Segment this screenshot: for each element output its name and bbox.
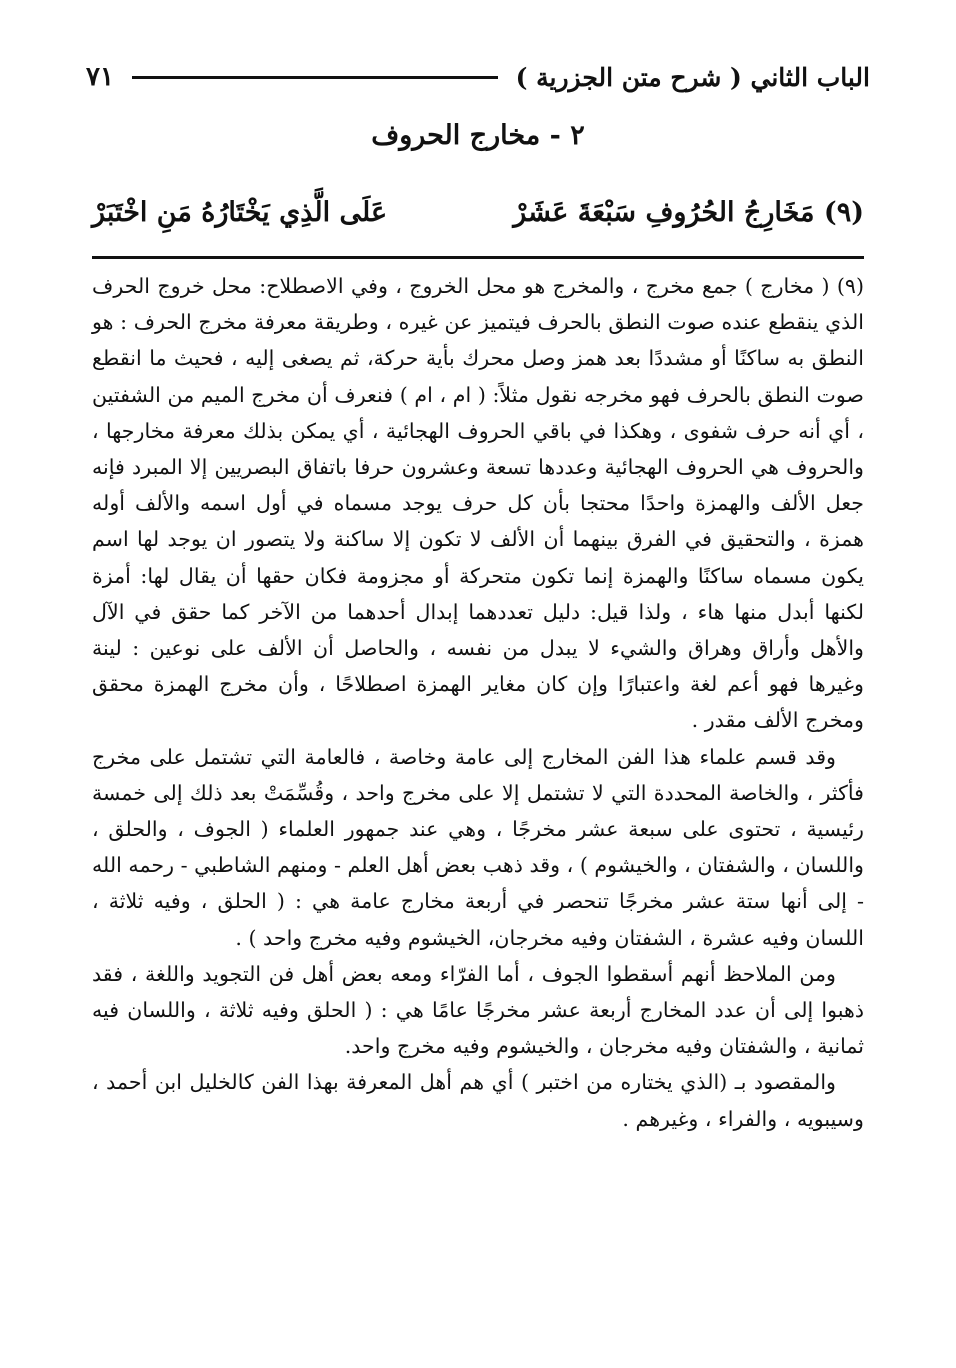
chapter-title: الباب الثاني ( شرح متن الجزرية ) xyxy=(515,62,870,92)
page-number: ٧١ xyxy=(86,62,114,92)
verse-divider xyxy=(92,256,864,259)
paragraph: والمقصود بـ (الذي يختاره من اختبر ) أي هم أهل المعرفة بهذا الفن كالخليل ابن أحمد ، وسيبويه ، والفراء ، وغيرهم . xyxy=(92,1070,864,1131)
commentary-body xyxy=(92,268,864,1137)
section-title: ٢ - مخارج الحروف xyxy=(371,120,585,151)
paragraph: (٩) ( مخارج ) جمع مخرج ، والمخرج هو محل الخروج ، وفي الاصطلاح: محل خروج الحرف الذي ينقطع عنده صوت النطق بالحرف فيتميز عن غيره ، وطريقة معرفة مخرج الحرف : هو النطق به ساكنًا أو مشددًا بعد همز وصل محرك بأية حركة، ثم يصغى إليه ، فحيث ما انقطع صوت النطق بالحرف فهو مخرجه نقول مثلاً: ( ام ، ام ) فنعرف أن مخرج الميم من الشفتين ، أي أنه حرف شفوى ، وهكذا في باقي الحروف الهجائية ، أي يمكن بذلك معرفة مخارجها ، والحروف هي الحروف الهجائية وعددها تسعة وعشرون حرفا باتفاق البصريين إلا المبرد فإنه جعل الألف والهمزة واحدًا محتجا بأن كل حرف يوجد مسماه في أول اسمه والألف أوله همزة ، والتحقيق في الفرق بينهما أن الألف لا تكون إلا ساكنة ولا يتصور ان يوجد لها اسم يكون مسماه ساكنًا والهمزة إنما تكون متحركة أو مجزومة فكان حقها أن يقال لها: أمزة لكنها أبدل منها هاء ، ولذا قيل: دليل تعددهما إبدال أحدهما من الآخر كما حقق في الآل والأهل وأراق وهراق والشيء لا يبدل من نفسه ، والحاصل أن الألف على نوعين : لينة وغيرها فهو أعم لغة واعتبارًا وإن كان مغاير الهمزة اصطلاحًا ، وأن مخرج الهمزة محقق ومخرج الألف مقدر . xyxy=(92,274,864,733)
running-header xyxy=(86,52,870,102)
paragraph: ومن الملاحظ أنهم أسقطوا الجوف ، أما الفرّاء ومعه بعض أهل فن التجويد واللغة ، فقد ذهبوا إلى أن عدد المخارج أربعة عشر مخرجًا عامًا هي : ( الحلق وفيه ثلاثة ، واللسان فيه ثمانية ، والشفتان وفيه مخرجان ، والخيشوم وفيه مخرج واحد. xyxy=(92,961,864,1059)
verse-second-hemistich: عَلَى الَّذِي يَخْتَارُهُ مَنِ اخْتَبَرْ xyxy=(92,196,388,228)
paragraph: وقد قسم علماء هذا الفن المخارج إلى عامة وخاصة ، فالعامة التي تشتمل على مخرج فأكثر ، والخاصة المحددة التي لا تشتمل إلا على مخرج واحد ، وقُسِّمَتْ بعد ذلك إلى خمسة رئيسية ، تحتوى على سبعة عشر مخرجًا ، وهي عند جمهور العلماء ( الجوف ، والحلق ، واللسان ، والشفتان ، والخيشوم ) ، وقد ذهب بعض أهل العلم - ومنهم الشاطبي - رحمه الله - إلى أنها ستة عشر مخرجًا تنحصر في أربعة مخارج عامة هي : ( الحلق ، وفيه ثلاثة ، اللسان وفيه عشرة ، الشفتان وفيه مخرجان، الخيشوم وفيه مخرج واحد ) . xyxy=(92,744,864,950)
verse-first-hemistich: (٩) مَخَارِجُ الحُرُوفِ سَبْعَةَ عَشَرْ xyxy=(513,196,864,228)
verse-line xyxy=(92,186,864,238)
header-rule xyxy=(132,76,498,79)
